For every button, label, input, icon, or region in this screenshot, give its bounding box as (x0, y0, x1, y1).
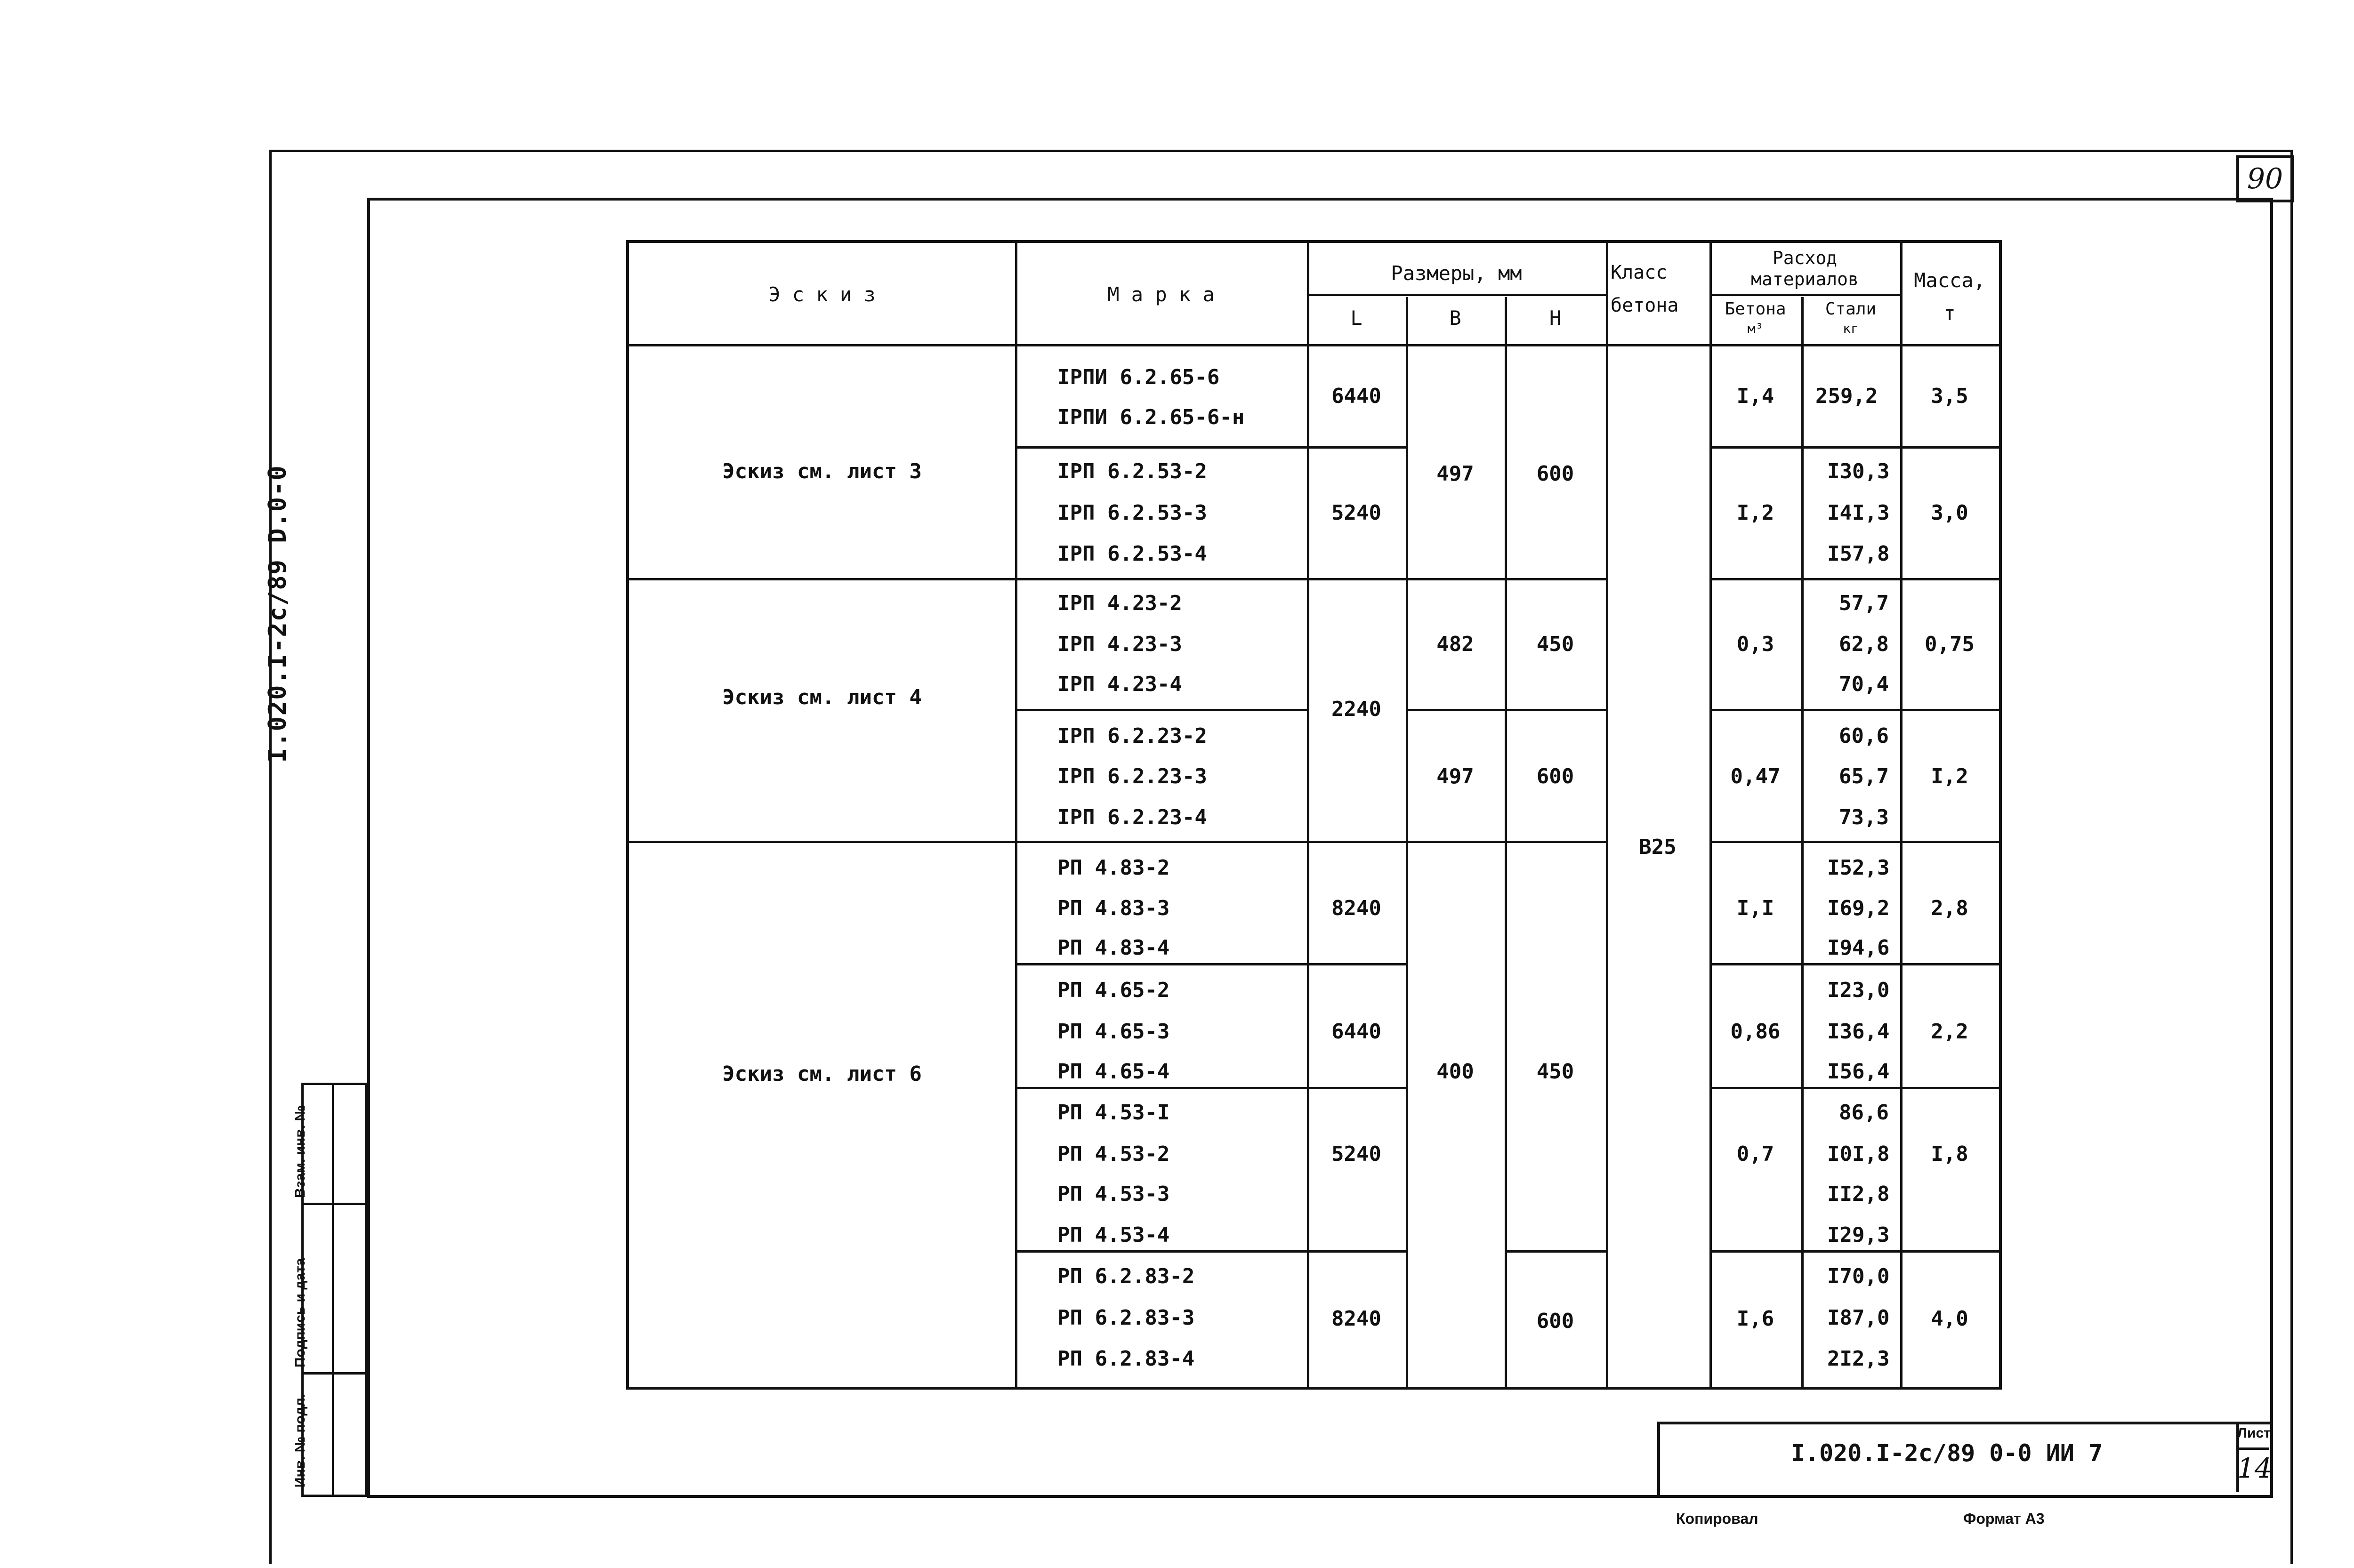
mark-row: РП 6.2.83-4 (1057, 1347, 1195, 1371)
steel-value: I36,4 (1827, 1020, 1890, 1044)
group-line (629, 841, 1307, 843)
L-value: 6440 (1331, 1020, 1381, 1044)
header-class-1: Класс (1611, 262, 1668, 283)
subgroup-line (1307, 446, 1406, 449)
list-divider (2237, 1447, 2269, 1450)
steel-value: I70,0 (1827, 1264, 1890, 1288)
subgroup-line (1709, 578, 1999, 580)
list-number: 14 (2237, 1452, 2272, 1484)
mark-row: IРПИ 6.2.65-6-н (1057, 405, 1245, 429)
stamp-label-replace: Взам. инв. № (292, 1105, 308, 1198)
mass-value: 2,8 (1931, 896, 1968, 920)
mark-row: РП 4.53-2 (1057, 1142, 1170, 1166)
mass-value: 3,0 (1931, 501, 1968, 525)
subgroup-line (1307, 963, 1406, 965)
mark-row: РП 4.65-3 (1057, 1020, 1170, 1044)
concrete-class: В25 (1639, 835, 1677, 859)
elements-table (626, 240, 2002, 1390)
mark-row: РП 4.83-3 (1057, 896, 1170, 920)
steel-value: 2I2,3 (1827, 1347, 1890, 1371)
mark-row: РП 6.2.83-2 (1057, 1264, 1195, 1288)
steel-value: 57,7 (1839, 591, 1889, 615)
footer-format: Формат А3 (1963, 1510, 2045, 1527)
sheet-corner-number: 90 (2236, 155, 2294, 202)
subgroup-line (1015, 709, 1307, 711)
subgroup-line (1015, 1087, 1307, 1089)
stamp-cell-sign (292, 1205, 365, 1375)
mark-row: IРП 4.23-2 (1057, 591, 1182, 615)
steel-value: 62,8 (1839, 632, 1889, 656)
stamp-cell-inv (292, 1375, 365, 1492)
mark-row: РП 4.83-2 (1057, 856, 1170, 880)
header-mark: М а р к а (1107, 283, 1215, 306)
header-concrete-1: Бетона (1725, 299, 1786, 319)
concrete-volume: 0,7 (1736, 1142, 1774, 1166)
concrete-volume: I,6 (1736, 1307, 1774, 1331)
steel-value: 60,6 (1839, 724, 1889, 748)
steel-value: I29,3 (1827, 1223, 1890, 1247)
mark-row: IРП 6.2.53-2 (1057, 459, 1207, 483)
L-value: 2240 (1331, 697, 1381, 721)
mass-value: I,8 (1931, 1142, 1968, 1166)
mass-value: I,2 (1931, 764, 1968, 788)
col-line (1900, 243, 1903, 1387)
mark-row: IРП 6.2.53-4 (1057, 542, 1207, 566)
concrete-volume: 0,47 (1730, 764, 1781, 788)
mark-row: РП 4.65-2 (1057, 978, 1170, 1002)
steel-value: I69,2 (1827, 896, 1890, 920)
subgroup-line (1709, 709, 1999, 711)
subgroup-line (1015, 1250, 1307, 1253)
mark-row: РП 4.53-I (1057, 1101, 1170, 1125)
mark-row: РП 4.83-4 (1057, 936, 1170, 960)
concrete-volume: I,I (1736, 896, 1774, 920)
stamp-column (292, 1083, 367, 1497)
mark-row: РП 4.65-4 (1057, 1060, 1170, 1084)
header-sketch: Э с к и з (768, 283, 876, 306)
list-label: Лист (2237, 1425, 2271, 1441)
mass-value: 0,75 (1925, 632, 1975, 656)
mark-row: РП 4.53-4 (1057, 1223, 1170, 1247)
header-steel-1: Стали (1825, 299, 1877, 319)
L-value: 5240 (1331, 1142, 1381, 1166)
B-value: 497 (1436, 462, 1474, 486)
subgroup-line (1709, 841, 1999, 843)
steel-value: II2,8 (1827, 1182, 1890, 1206)
mark-row: IРП 4.23-4 (1057, 672, 1182, 696)
concrete-volume: I,2 (1736, 501, 1774, 525)
header-line (1709, 294, 1900, 296)
B-value: 400 (1436, 1060, 1474, 1084)
concrete-volume: 0,3 (1736, 632, 1774, 656)
stamp-label-sign: Подпись и дата (292, 1258, 308, 1367)
sketch-group-1: Эскиз см. лист 3 (722, 459, 922, 483)
mark-row: IРП 6.2.23-3 (1057, 764, 1207, 788)
B-value: 497 (1436, 764, 1474, 788)
col-line (1709, 243, 1712, 1387)
H-value: 600 (1536, 764, 1574, 788)
header-L: L (1350, 306, 1362, 330)
subgroup-line (1709, 1087, 1999, 1089)
stamp-cell-replace (292, 1085, 365, 1205)
subgroup-line (1709, 963, 1999, 965)
steel-value: 65,7 (1839, 764, 1889, 788)
sketch-group-2: Эскиз см. лист 4 (722, 685, 922, 709)
header-H: Н (1549, 306, 1562, 330)
col-line (1307, 243, 1309, 1387)
steel-value: I52,3 (1827, 856, 1890, 880)
steel-value: 86,6 (1839, 1101, 1889, 1125)
subgroup-line (1505, 1250, 1606, 1253)
subgroup-line (1406, 709, 1606, 711)
steel-value: I57,8 (1827, 542, 1890, 566)
subgroup-line (1406, 578, 1606, 580)
mass-value: 4,0 (1931, 1307, 1968, 1331)
L-value: 8240 (1331, 1307, 1381, 1331)
steel-value: I94,6 (1827, 936, 1890, 960)
steel-value: I0I,8 (1827, 1142, 1890, 1166)
H-value: 450 (1536, 632, 1574, 656)
mass-value: 3,5 (1931, 384, 1968, 408)
mark-row: РП 4.53-3 (1057, 1182, 1170, 1206)
header-mass-1: Масса, (1914, 269, 1985, 292)
subgroup-line (1709, 446, 1999, 449)
sketch-group-3: Эскиз см. лист 6 (722, 1062, 922, 1086)
steel-value: I30,3 (1827, 459, 1890, 483)
mark-row: РП 6.2.83-3 (1057, 1306, 1195, 1330)
L-value: 6440 (1331, 384, 1381, 408)
mass-value: 2,2 (1931, 1020, 1968, 1044)
header-concrete-2: м³ (1747, 321, 1764, 336)
header-mass-2: т (1943, 302, 1956, 325)
steel-value: I56,4 (1827, 1060, 1890, 1084)
steel-value: I4I,3 (1827, 501, 1890, 525)
header-dims: Размеры, мм (1391, 262, 1522, 285)
subgroup-line (1307, 1250, 1406, 1253)
header-line (629, 344, 1999, 346)
mark-row: IРПИ 6.2.65-6 (1057, 365, 1220, 389)
subgroup-line (1015, 963, 1307, 965)
L-value: 8240 (1331, 896, 1381, 920)
steel-value: 259,2 (1815, 384, 1878, 408)
steel-value: 70,4 (1839, 672, 1889, 696)
subgroup-line (1015, 446, 1307, 449)
header-line (1307, 294, 1608, 296)
concrete-volume: I,4 (1736, 384, 1774, 408)
concrete-volume: 0,86 (1730, 1020, 1781, 1044)
header-class-2: бетона (1611, 295, 1679, 316)
header-B: В (1449, 306, 1461, 330)
stamp-label-inv: Инв. № подл. (292, 1393, 308, 1488)
mark-row: IРП 6.2.23-2 (1057, 724, 1207, 748)
header-consumption-1: Расход (1772, 248, 1838, 268)
document-code: I.020.I-2c/89 0-0 ИИ 7 (1790, 1439, 2103, 1467)
H-value: 600 (1536, 1309, 1574, 1333)
header-consumption-2: материалов (1751, 269, 1859, 289)
mark-row: IРП 6.2.23-4 (1057, 805, 1207, 829)
subgroup-line (1406, 841, 1606, 843)
H-value: 450 (1536, 1060, 1574, 1084)
L-value: 5240 (1331, 501, 1381, 525)
col-line (1606, 243, 1608, 1387)
mark-row: IРП 6.2.53-3 (1057, 501, 1207, 525)
subgroup-line (1307, 1087, 1406, 1089)
group-line (629, 578, 1307, 580)
B-value: 482 (1436, 632, 1474, 656)
footer-copied: Копировал (1676, 1510, 1758, 1527)
subgroup-line (1307, 578, 1406, 580)
col-line (1015, 243, 1017, 1387)
steel-value: I23,0 (1827, 978, 1890, 1002)
steel-value: I87,0 (1827, 1306, 1890, 1330)
H-value: 600 (1536, 462, 1574, 486)
mark-row: IРП 4.23-3 (1057, 632, 1182, 656)
header-steel-2: кг (1843, 321, 1859, 336)
subgroup-line (1709, 1250, 1999, 1253)
side-document-code: I.020.I-2c/89 D.0-0 (264, 465, 292, 763)
subgroup-line (1307, 841, 1406, 843)
steel-value: 73,3 (1839, 805, 1889, 829)
